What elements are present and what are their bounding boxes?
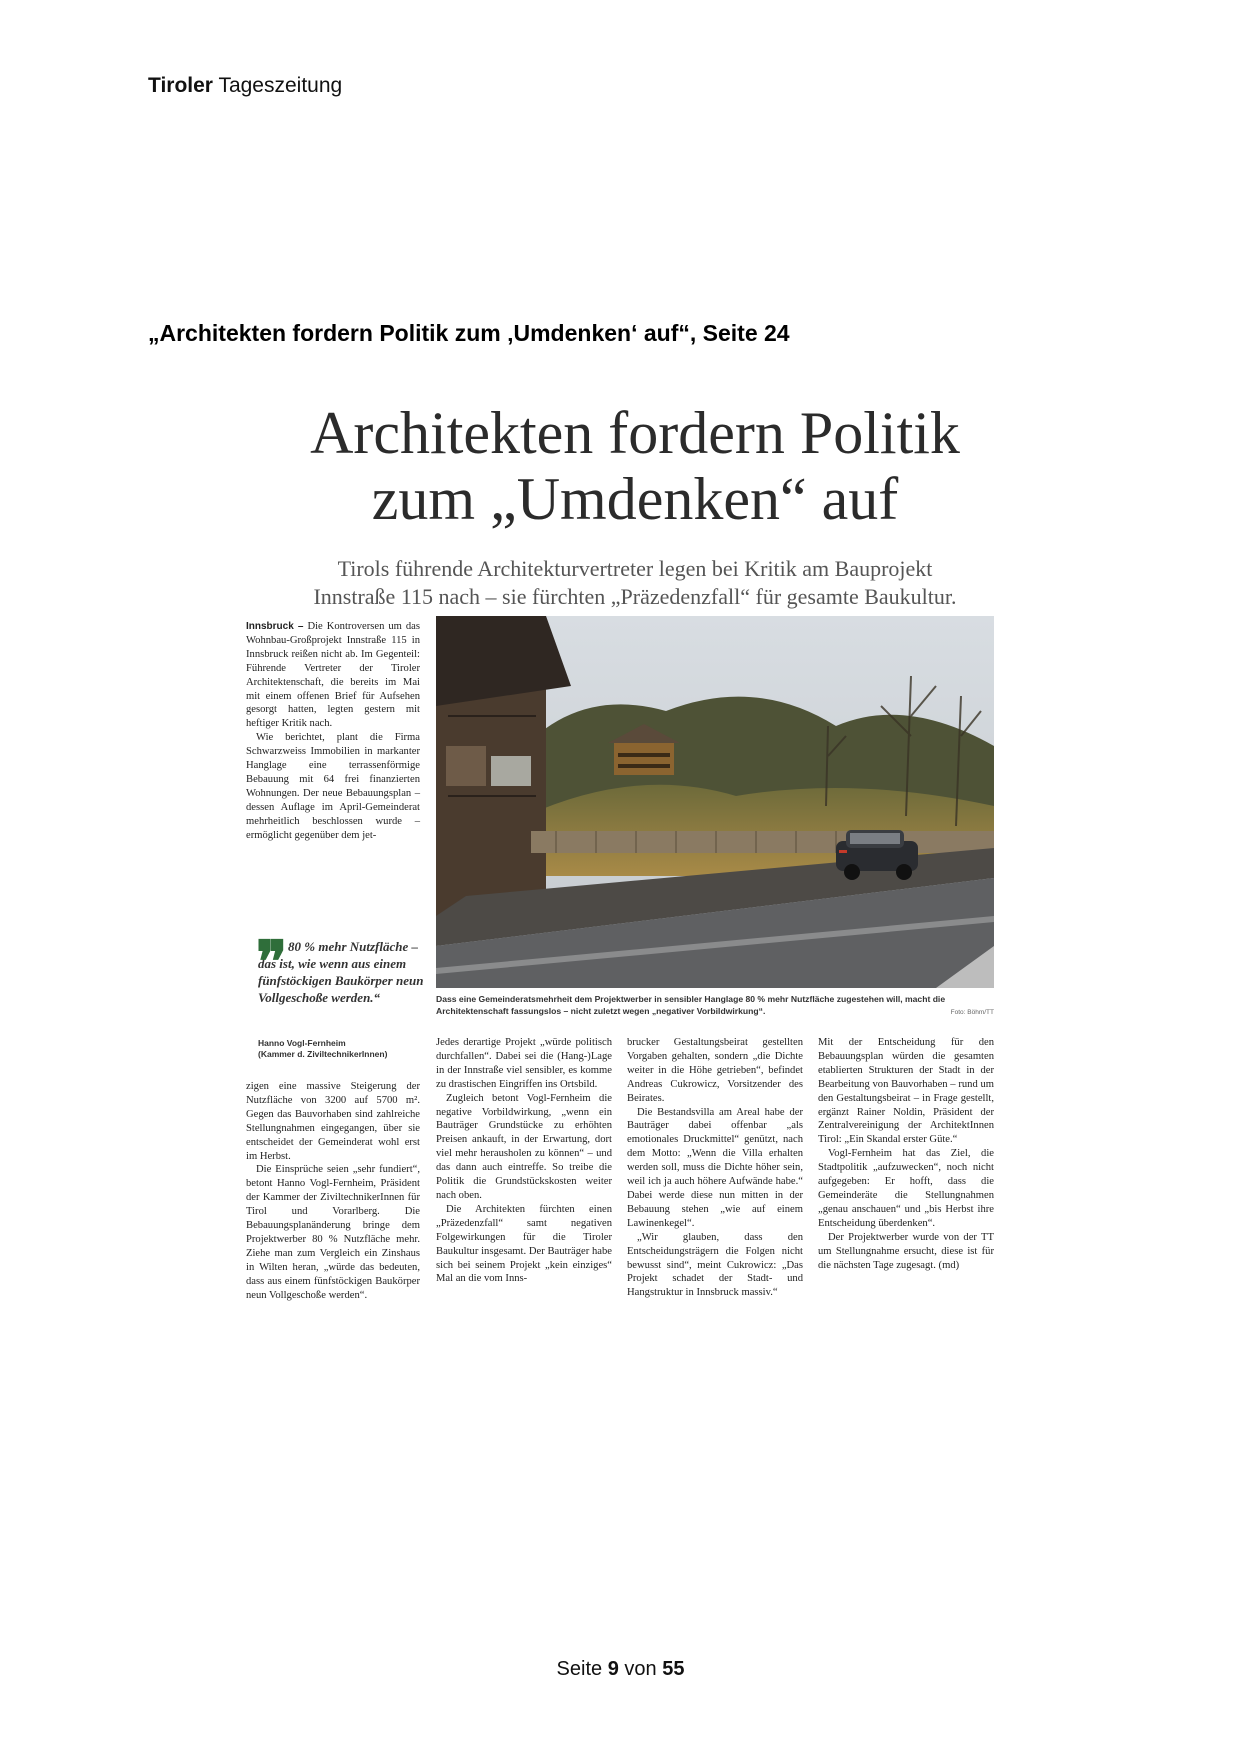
page-prefix: Seite xyxy=(556,1658,603,1680)
paragraph: Jedes derartige Projekt „würde politisch durchfallen“. Dabei sei die (Hang-)Lage in der Innstraße viel sensibler, es komme zu drastischen Eingriffen ins Ortsbild. xyxy=(436,1037,612,1090)
page-total: 55 xyxy=(662,1658,685,1680)
caption-text: Dass eine Gemeinderatsmehrheit dem Projektwerber in sensibler Hanglage 80 % mehr Nutzfläche zugestehen will, macht die Architektenschaft fassungslos – nicht zuletzt wegen „negativer Vorbildwirkung“. xyxy=(436,994,946,1016)
page-current: 9 xyxy=(607,1658,619,1680)
pull-quote xyxy=(256,930,424,1006)
paragraph: zigen eine massive Steigerung der Nutzfläche von 3200 auf 5700 m². Gegen das Bauvorhaben sind zahlreiche Stellungnahmen eingegangen, über sie entscheidet der Gemeinderat wohl erst im Herbst. xyxy=(246,1081,420,1162)
headline-line-2: zum „Umdenken“ auf xyxy=(371,466,899,532)
subhead-line-2: Innstraße 115 nach – sie fürchten „Präzedenzfall“ für gesamte Baukultur. xyxy=(313,584,957,609)
paragraph: Vogl-Fernheim hat das Ziel, die Stadtpolitik „aufzuwecken“, noch nicht aufgegeben: Er hofft, dass die Gemeinderäte die Stellungnahmen „genau anschauen“ und „bis Herbst ihre Entscheidung überdenken“. xyxy=(818,1148,994,1229)
column-1-bottom xyxy=(246,1080,420,1303)
photo-credit: Foto: Böhm/TT xyxy=(950,1009,994,1016)
column-3 xyxy=(627,1036,803,1300)
paragraph: Die Bestandsvilla am Areal habe der Bauträger dabei offenbar „als emotionales Druckmittel“ genützt, nach dem Motto: „Wenn die Villa erhalten werden soll, muss die Dichte höher sein, weil ich ja auch höhere Aufwände habe.“ Dabei werde diese nun mitten in der Bebauung stehen „wie auf einem Lawinenkegel“. xyxy=(627,1106,803,1229)
paragraph: „Wir glauben, dass den Entscheidungsträgern die Folgen nicht bewusst sind“, meint Cukrowicz: „Das Projekt schadet der Stadt- und Hangstruktur in Innsbruck massiv.“ xyxy=(627,1231,803,1299)
quote-author-role: (Kammer d. ZiviltechnikerInnen) xyxy=(258,1049,388,1059)
paragraph: Zugleich betont Vogl-Fernheim die negative Vorbildwirkung, „wenn ein Bauträger Grundstücke zu erhöhten Preisen ankauft, in der Erwartung, dort viel mehr herausholen zu können“ – und das dann auch eintreffe. So treibe die Politik die Grundstückskosten weiter nach oben. xyxy=(436,1092,612,1201)
article-photo xyxy=(436,616,994,988)
photo-caption xyxy=(436,993,994,1019)
quote-text: 80 % mehr Nutzfläche – das ist, wie wenn aus einem fünfstöckigen Baukörper neun Vollgeschoße werden.“ xyxy=(258,939,424,1005)
column-4 xyxy=(818,1036,994,1272)
article-subheadline xyxy=(235,555,1035,611)
article-reference: „Architekten fordern Politik zum ‚Umdenken‘ auf“, Seite 24 xyxy=(148,320,790,346)
page-sep: von xyxy=(624,1658,657,1680)
headline-line-1: Architekten fordern Politik xyxy=(310,400,960,466)
paragraph: Die Einsprüche seien „sehr fundiert“, betont Hanno Vogl-Fernheim, Präsident der Kammer der ZiviltechnikerInnen für Tirol und Vorarlberg. Die Bebauungsplanänderung bringe dem Projektwerber 80 % Nutzfläche mehr. Ziehe man zum Vergleich ein Zinshaus in Wilten heran, „würde das bedeuten, dass aus einem fünfstöckigen Baukörper neun Vollgeschoße werden“. xyxy=(246,1164,420,1301)
subhead-line-1: Tirols führende Architekturvertreter legen bei Kritik am Bauprojekt xyxy=(337,556,933,581)
publication-title xyxy=(148,74,342,98)
paragraph: Die Kontroversen um das Wohnbau-Großprojekt Innstraße 115 in Innsbruck reißen nicht ab. Im Gegenteil: Führende Vertreter der Tiroler Architektenschaft, die bereits im Mai mit einem offenen Brief für Aufsehen gesorgt hatten, legten gestern mit heftiger Kritik nach. xyxy=(246,621,420,730)
dateline: Innsbruck – xyxy=(246,621,304,632)
article-headline xyxy=(200,400,1070,532)
paragraph: brucker Gestaltungsbeirat gestellten Vorgaben gehalten, sondern „die Dichte weiter in die Höhe getrieben“, befindet Andreas Cukrowicz, Vorsitzender des Beirates. xyxy=(627,1037,803,1104)
column-1-top xyxy=(246,620,420,843)
quote-author xyxy=(258,1038,428,1060)
paragraph: Die Architekten fürchten einen „Präzedenzfall“ samt negativen Folgewirkungen für die Tiroler Baukultur insgesamt. Der Bauträger habe sich bei seinem Projekt „kein einziges“ Mal an die vom Inns- xyxy=(436,1203,612,1285)
page-number xyxy=(0,1658,1241,1681)
paragraph: Wie berichtet, plant die Firma Schwarzweiss Immobilien in markanter Hanglage eine terrassenförmige Bebauung mit 64 frei finanzierten Wohnungen. Der neue Bebauungsplan – dessen Auflage im April-Gemeinderat mehrheitlich beschlossen wurde – ermöglicht gegenüber dem jet- xyxy=(246,732,420,841)
quote-mark-icon: ❞ xyxy=(256,930,288,995)
paragraph: Mit der Entscheidung für den Bebauungsplan würden die gesamten etablierten Strukturen der Stadt in der Bearbeitung von Bauvorhaben – rund um den Gestaltungsbeirat – in Frage gestellt, ergänzt Rainer Noldin, Präsident der Zentralvereinigung der ArchitektInnen Tirol: „Ein Skandal erster Güte.“ xyxy=(818,1037,994,1146)
quote-author-name: Hanno Vogl-Fernheim xyxy=(258,1038,346,1048)
publication-name-bold: Tiroler xyxy=(148,74,213,97)
publication-name-rest: Tageszeitung xyxy=(218,74,343,97)
paragraph: Der Projektwerber wurde von der TT um Stellungnahme ersucht, diese ist für die nächsten Tage zugesagt. (md) xyxy=(818,1231,994,1271)
column-2 xyxy=(436,1036,612,1286)
